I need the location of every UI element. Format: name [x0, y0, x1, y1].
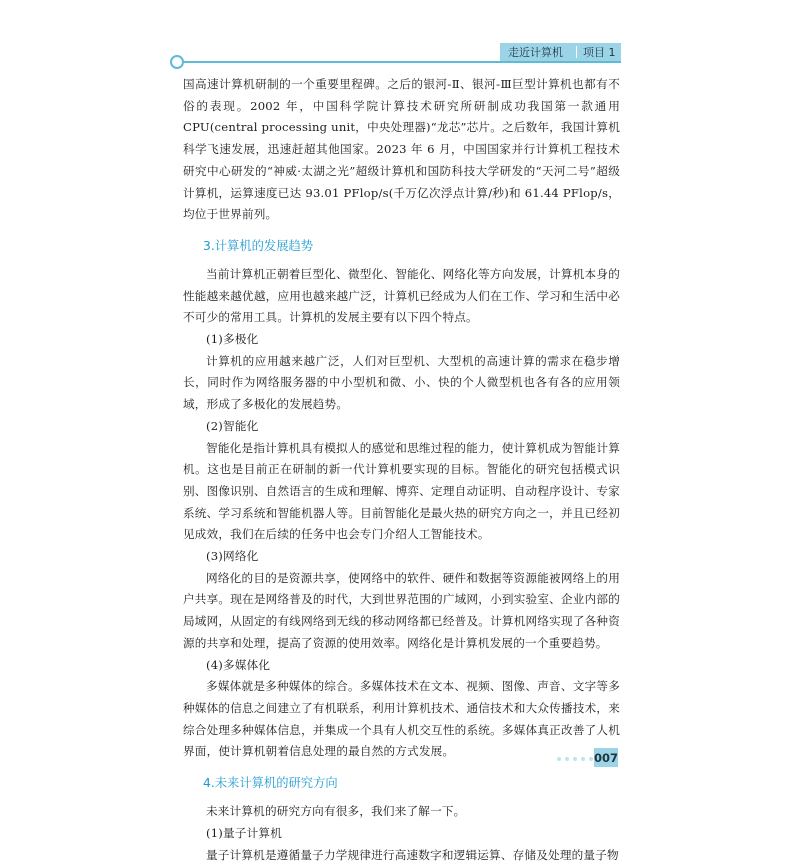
- running-header: [500, 43, 621, 61]
- header-rule: [178, 61, 621, 63]
- footer-dot: [581, 757, 585, 761]
- footer-dot: [589, 757, 593, 761]
- item-title-multimedia: (4)多媒体化: [183, 655, 620, 677]
- page-content: [183, 74, 620, 866]
- item-text-network: 网络化的目的是资源共享，使网络中的软件、硬件和数据等资源能被网络上的用户共享。现在是网络普及的时代，大到世界范围的广域网，小到实验室、企业内部的局域网，从固定的有线网络到无线的移动网络都已经普及。计算机网络实现了各种资源的共享和处理，提高了资源的使用效率。网络化是计算机发展的一个重要趋势。: [183, 568, 620, 655]
- intro-paragraph: 国高速计算机研制的一个重要里程碑。之后的银河-Ⅱ、银河-Ⅲ巨型计算机也都有不俗的表现。2002 年，中国科学院计算技术研究所研制成功我国第一款通用 CPU(central processing unit，中央处理器)“龙芯”芯片。之后数年，我国计算机科学飞速发展，迅速赶超其他国家。2023 年 6 月，中国国家并行计算机工程技术研究中心研发的“神威·太湖之光”超级计算机和国防科技大学研发的“天河二号”超级计算机，运算速度已达 93.01 PFlop/s(千万亿次浮点计算/秒)和 61.44 PFlop/s，均位于世界前列。: [183, 74, 620, 226]
- header-separator: [576, 46, 577, 58]
- item-text-multimedia: 多媒体就是多种媒体的综合。多媒体技术在文本、视频、图像、声音、文字等多种媒体的信息之间建立了有机联系，利用计算机技术、通信技术和大众传播技术，来综合处理多种媒体信息，并集成一个具有人机交互性的系统。多媒体真正改善了人机界面，使计算机朝着信息处理的最自然的方式发展。: [183, 676, 620, 763]
- item-title-multipolar: (1)多极化: [183, 329, 620, 351]
- item-title-network: (3)网络化: [183, 546, 620, 568]
- section4-lead: 未来计算机的研究方向有很多，我们来了解一下。: [183, 801, 620, 823]
- section3-lead: 当前计算机正朝着巨型化、微型化、智能化、网络化等方向发展，计算机本身的性能越来越优越，应用也越来越广泛，计算机已经成为人们在工作、学习和生活中必不可少的常用工具。计算机的发展主要有以下四个特点。: [183, 264, 620, 329]
- footer-dot: [573, 757, 577, 761]
- header-circle-ornament: [170, 55, 184, 69]
- footer-dot: [557, 757, 561, 761]
- page-number: 007: [594, 748, 618, 767]
- section-heading-4: 4.未来计算机的研究方向: [203, 772, 620, 794]
- section-heading-3: 3.计算机的发展趋势: [203, 235, 620, 257]
- item-title-intelligent: (2)智能化: [183, 416, 620, 438]
- footer-dot: [565, 757, 569, 761]
- item-text-quantum: 量子计算机是遵循量子力学规律进行高速数字和逻辑运算、存储及处理的量子物: [183, 845, 620, 866]
- chapter-title: 走近计算机: [500, 44, 570, 60]
- item-text-multipolar: 计算机的应用越来越广泛，人们对巨型机、大型机的高速计算的需求在稳步增长，同时作为网络服务器的中小型机和微、小、快的个人微型机也各有各的应用领域，形成了多极化的发展趋势。: [183, 351, 620, 416]
- item-title-quantum: (1)量子计算机: [183, 823, 620, 845]
- project-label: 项目 1: [583, 44, 616, 60]
- item-text-intelligent: 智能化是指计算机具有模拟人的感觉和思维过程的能力，使计算机成为智能计算机。这也是目前正在研制的新一代计算机要实现的目标。智能化的研究包括模式识别、图像识别、自然语言的生成和理解、博弈、定理自动证明、自动程序设计、专家系统、学习系统和智能机器人等。目前智能化是最火热的研究方向之一，并且已经初见成效，我们在后续的任务中也会专门介绍人工智能技术。: [183, 438, 620, 547]
